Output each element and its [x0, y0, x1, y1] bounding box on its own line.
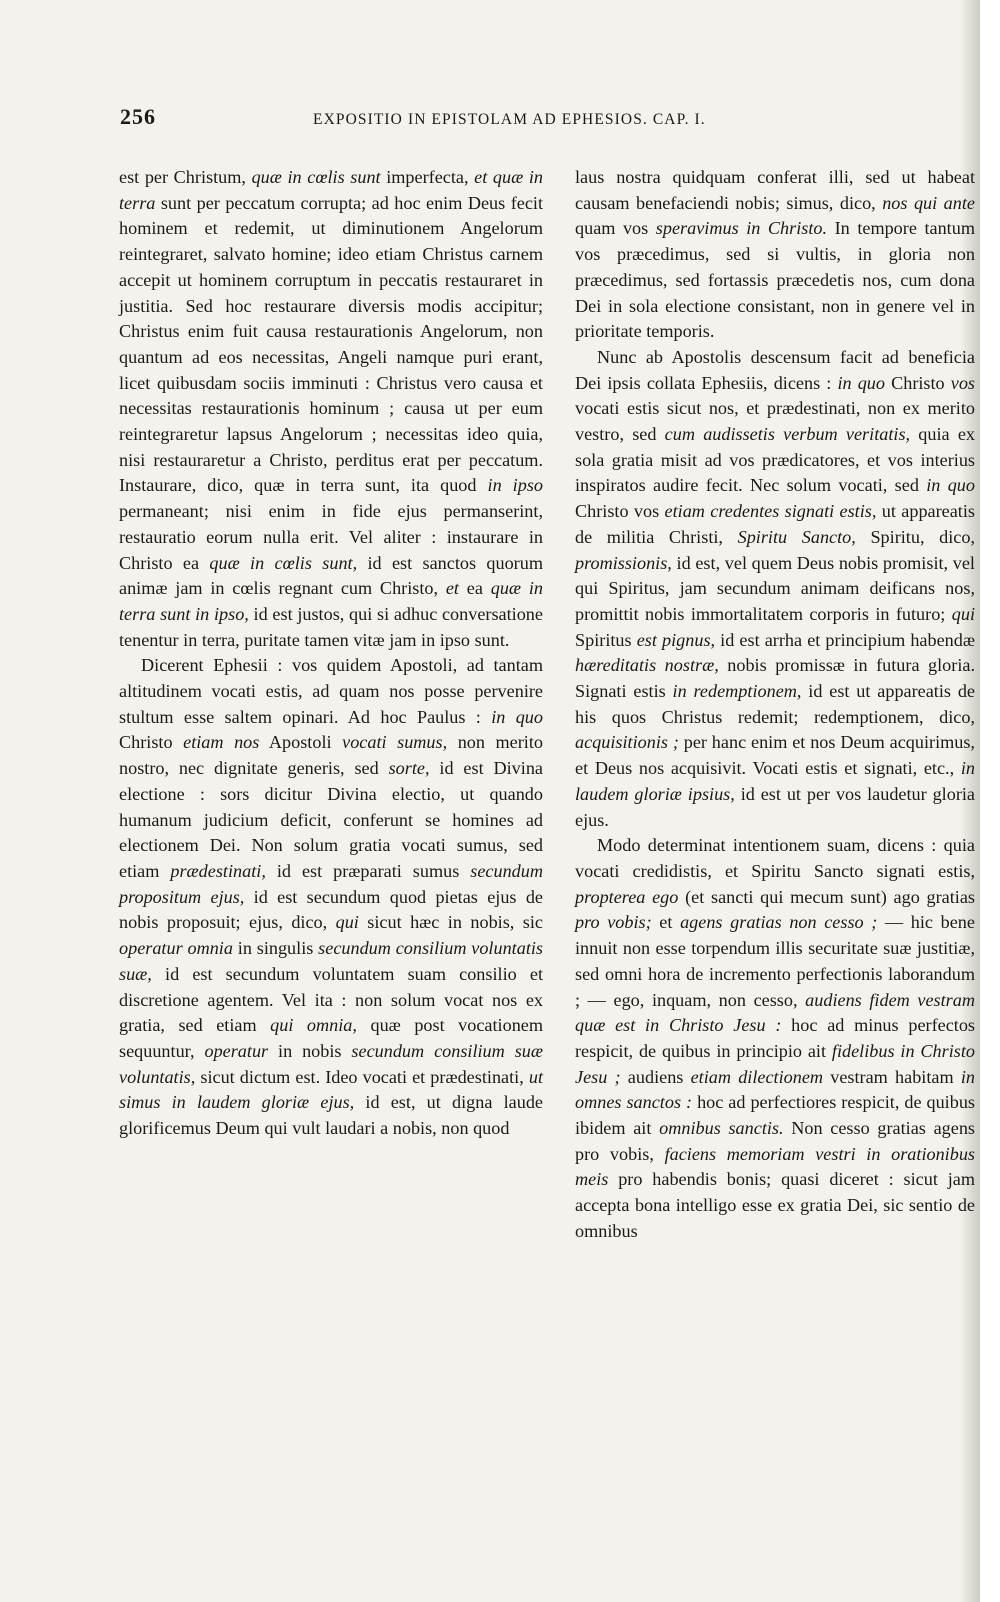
paragraph: [119, 165, 543, 653]
italic-run: hæreditatis nostræ,: [575, 655, 719, 676]
italic-run: in quo: [491, 706, 543, 727]
italic-run: promissionis,: [575, 552, 672, 573]
paragraph: [119, 653, 543, 1141]
italic-run: vocati sumus,: [342, 732, 448, 753]
italic-run: qui omnia,: [270, 1015, 357, 1036]
italic-run: quæ in cœlis sunt: [251, 167, 381, 187]
text-run: id est justos, qui si adhuc conversatione tenentur in terra, puritate tamen vitæ jam in ipso sunt.: [119, 603, 543, 650]
text-run: quam vos: [575, 218, 656, 239]
italic-run: sorte,: [388, 758, 430, 779]
italic-run: etiam dilectionem: [690, 1066, 824, 1087]
paragraph: [575, 833, 975, 1244]
italic-run: in ipso: [487, 475, 544, 496]
italic-run: acquisitionis ;: [575, 732, 679, 753]
italic-run: in laudem gloriæ ipsius,: [575, 758, 975, 804]
page-number: 256: [120, 104, 156, 129]
text-run: audiens: [620, 1066, 691, 1087]
left-column: [119, 165, 543, 1142]
text-run: nobis promissæ in futura gloria. Signati estis: [575, 655, 975, 702]
text-run: quia ex sola gratia misit ad vos prædicatores, et vos interius inspiratos audire fecit. Nec solum vocati, sed: [575, 424, 975, 496]
text-run: per hanc enim et nos Deum acquirimus, et Deus nos acquisivit. Vocati estis et signati, etc.,: [575, 732, 975, 779]
text-run: Spiritus: [575, 629, 637, 650]
text-run: (et sancti qui mecum sunt) ago gratias: [678, 886, 975, 907]
italic-run: in redemptionem,: [672, 681, 802, 702]
italic-run: et: [445, 578, 459, 599]
paragraph: [575, 345, 975, 833]
paragraph: [575, 165, 975, 345]
text-run: Non cesso gratias agens pro vobis,: [575, 1118, 975, 1164]
italic-run: secundum consilium suæ voluntatis,: [119, 1040, 543, 1087]
text-run: hoc ad minus perfectos respicit, de quibus in principio ait: [575, 1015, 975, 1061]
text-run: et: [651, 912, 681, 933]
text-run: vocati estis sicut nos, et prædestinati, non ex merito vestro, sed: [575, 398, 975, 445]
text-run: Modo determinat intentionem suam, dicens : quia vocati credidistis, et Spiritu Sancto signati estis,: [575, 835, 975, 881]
italic-run: vos: [950, 372, 976, 393]
text-run: in singulis: [232, 938, 319, 959]
text-run: In tempore tantum vos præcedimus, sed si vultis, in gloria non præcedimus, sed fortassis præcedetis nos, cum dona Dei in sola electione consistant, non in genere vel in prioritate temporis.: [575, 218, 975, 342]
italic-run: operatur: [204, 1040, 269, 1061]
italic-run: secundum propositum ejus,: [119, 860, 543, 907]
italic-run: speravimus in Christo.: [655, 218, 828, 239]
italic-run: et quæ in terra: [119, 167, 543, 213]
text-run: id est secundum quod pietas ejus de nobis proposuit; ejus, dico,: [119, 886, 543, 933]
italic-run: nos qui ante: [882, 192, 975, 213]
text-run: Spiritu, dico,: [855, 526, 975, 547]
text-run: Nunc ab Apostolis descensum facit ad beneficia Dei ipsis collata Ephesiis, dicens :: [575, 346, 975, 393]
italic-run: agens gratias non cesso ;: [680, 912, 878, 933]
italic-run: cum audissetis verbum veritatis,: [664, 424, 911, 445]
italic-run: qui: [335, 912, 359, 933]
italic-run: pro vobis;: [575, 912, 652, 933]
text-run: ut appareatis de militia Christi,: [575, 501, 975, 547]
italic-run: omnibus sanctis.: [659, 1118, 784, 1139]
italic-run: in quo: [926, 475, 975, 496]
italic-run: in omnes sanctos :: [575, 1066, 975, 1113]
right-column: [575, 165, 975, 1245]
text-run: id est præparati sumus: [265, 860, 471, 881]
text-run: Apostoli: [259, 732, 343, 753]
italic-run: ut simus in laudem gloriæ ejus,: [119, 1066, 543, 1113]
text-run: id est, vel quem Deus nobis promisit, vel qui Spiritus, jam secundum animam deificans nos, promittit nobis immortalitatem corporis in futuro;: [575, 552, 975, 624]
italic-run: prædestinati,: [170, 860, 266, 881]
text-run: id est Divina electione : sors dicitur Divina electio, ut quando humanum judicium deficit, conferunt se homines ad electionem Dei. Non solum gratia vocati sumus, sed etiam: [119, 758, 543, 881]
text-run: in nobis: [268, 1040, 352, 1061]
text-run: sicut dictum est. Ideo vocati et prædestinati,: [195, 1066, 529, 1087]
text-run: permaneant; nisi enim in fide ejus permanserint, restauratio eorum nulla erit. Vel aliter : instaurare in Christo ea: [119, 501, 543, 573]
running-title: EXPOSITIO IN EPISTOLAM AD EPHESIOS. CAP. I.: [313, 111, 706, 128]
italic-run: in quo: [837, 372, 885, 393]
italic-run: est pignus,: [636, 629, 716, 650]
text-run: imperfecta,: [380, 167, 475, 187]
text-run: ea: [458, 578, 491, 599]
text-run: pro habendis bonis; quasi diceret : sicut jam accepta bona intelligo esse ex gratia Dei, sic sentio de omnibus: [575, 1169, 975, 1241]
text-run: sunt per peccatum corrupta; ad hoc enim Deus fecit hominem et redemit, ut diminutionem Angelorum reintegraret, salvato homine; ideo etiam Christus carnem accepit ut hominem corruptum in peccatis restauraret in justitia. Sed hoc restaurare diversis modis accipitur; Christus enim fuit causa restaurationis Angelorum, non quantum ad eos necessitas, Angeli namque puri erant, licet quibusdam sociis imminuti : Christus vero causa et necessitas restaurationis hominum ; causa ut per eum reintegraretur lapsus Angelorum ; necessitas ideo quia, nisi restauraretur a Christo, perditus erat per peccatum. Instaurare, dico, quæ in terra sunt, ita quod: [119, 192, 543, 496]
text-run: id est sanctos quorum animæ jam in cœlis regnant cum Christo,: [119, 552, 543, 599]
text-run: vestram habitam: [823, 1066, 961, 1087]
text-run: Christo: [884, 372, 951, 393]
italic-run: etiam nos: [183, 732, 260, 753]
italic-run: operatur omnia: [119, 938, 233, 959]
text-run: hoc ad perfectiores respicit, de quibus ibidem ait: [575, 1092, 976, 1139]
text-run: id est secundum voluntatem suam consilio et discretione agentem. Vel ita : non solum vocat nos ex gratia, sed etiam: [119, 963, 543, 1036]
text-run: id est ut per vos laudetur gloria ejus.: [575, 783, 975, 830]
text-run: id est ut appareatis de his quos Christus redemit; redemptionem, dico,: [575, 681, 975, 727]
text-run: sicut hæc in nobis, sic: [358, 912, 543, 933]
italic-run: Spiritu Sancto,: [737, 526, 856, 547]
text-run: Christo: [119, 732, 184, 753]
italic-run: etiam credentes signati estis,: [664, 501, 877, 522]
text-run: est per Christum,: [119, 167, 252, 187]
text-run: quæ post vocationem sequuntur,: [119, 1015, 544, 1061]
text-run: Dicerent Ephesii : vos quidem Apostoli, ad tantam altitudinem vocati estis, ad quam nos posse pervenire stultum esse saltem opinari. Ad hoc Paulus :: [119, 655, 543, 727]
text-run: non merito nostro, nec dignitate generis, sed: [119, 732, 544, 779]
page-header: [120, 104, 810, 144]
italic-run: qui: [951, 603, 975, 624]
italic-run: secundum consilium voluntatis suæ,: [119, 938, 544, 984]
italic-run: fidelibus in Christo Jesu ;: [575, 1040, 975, 1087]
text-run: id est, ut digna laude glorificemus Deum qui vult laudari a nobis, non quod: [119, 1092, 543, 1139]
italic-run: propterea ego: [575, 886, 679, 907]
italic-run: quæ in terra sunt in ipso,: [119, 578, 543, 624]
italic-run: faciens memoriam vestri in orationibus meis: [575, 1143, 976, 1190]
text-run: Christo vos: [575, 501, 665, 522]
text-run: id est arrha et principium habendæ: [715, 629, 975, 650]
italic-run: quæ in cœlis sunt,: [209, 552, 358, 573]
text-run: laus nostra quidquam conferat illi, sed ut habeat causam benefaciendi nobis; simus, dico,: [575, 167, 975, 213]
italic-run: audiens fidem vestram quæ est in Christo Jesu :: [575, 989, 975, 1036]
text-run: — hic bene innuit non esse torpendum illis securitate suæ justitiæ, sed omni hora de incremento perfectionis laborandum ; — ego, inquam, non cesso,: [575, 912, 975, 1010]
